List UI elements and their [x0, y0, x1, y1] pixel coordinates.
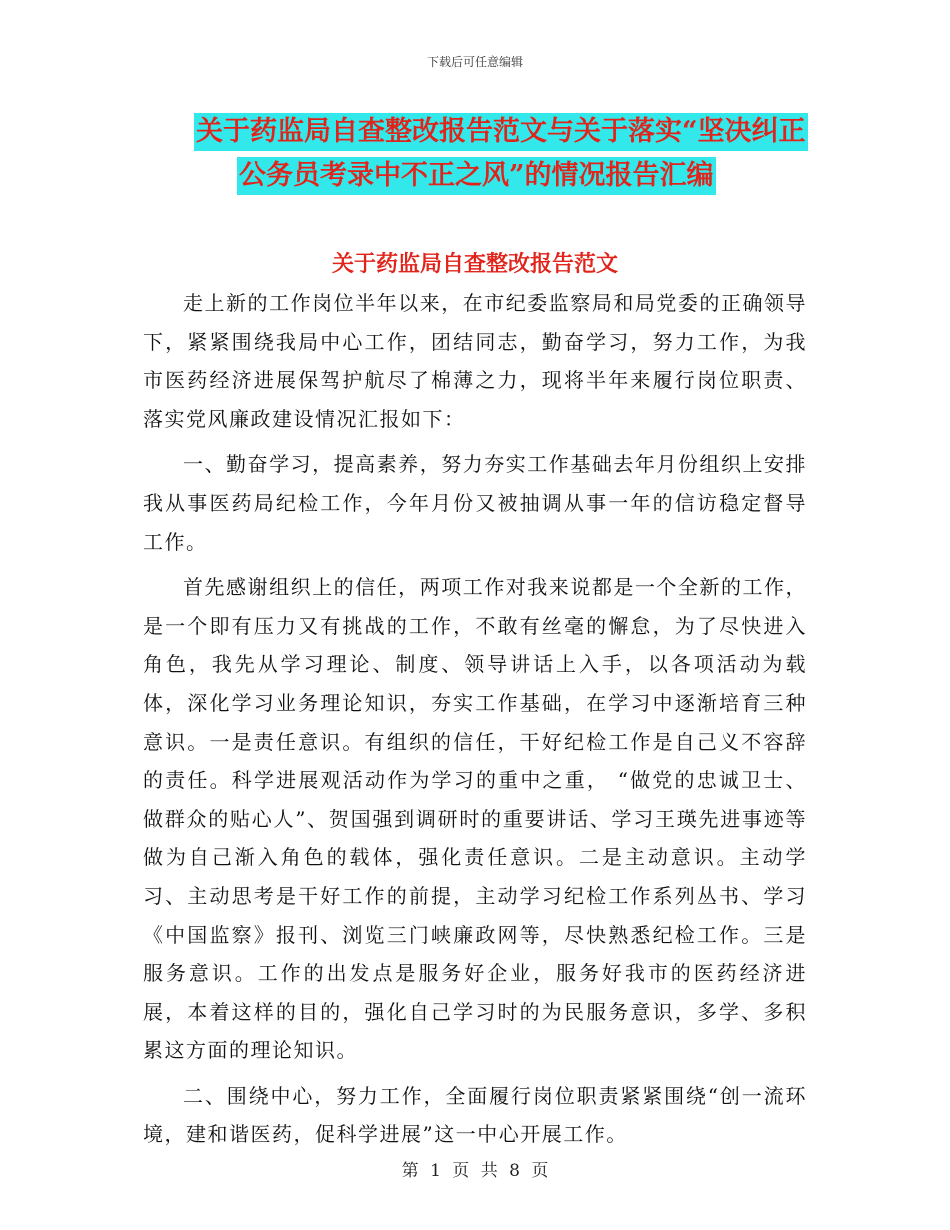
page-footer: 第 1 页 共 8 页	[401, 1161, 549, 1181]
header-note: 下载后可任意编辑	[426, 55, 523, 69]
paragraph: 首先感谢组织上的信任，两项工作对我来说都是一个全新的工作，是一个即有压力又有挑战的工作，不敢有丝毫的懈怠，为了尽快进入角色，我先从学习理论、制度、领导讲话上入手，以各项活动为载体，深化学习业务理论知识，夯实工作基础，在学习中逐渐培育三种意识。一是责任意识。有组织的信任，干好纪检工作是自己义不容辞的责任。科学进展观活动作为学习的重中之重， “做党的忠诚卫士、做群众的贴心人”、贺国强到调研时的重要讲话、学习王瑛先进事迹等做为自己渐入角色的载体，强化责任意识。二是主动意识。主动学习、主动思考是干好工作的前提，主动学习纪检工作系列丛书、学习《中国监察》报刊、浏览三门峡廉政网等，尽快熟悉纪检工作。三是服务意识。工作的出发点是服务好企业，服务好我市的医药经济进展，本着这样的目的，强化自己学习时的为民服务意识，多学、多积累这方面的理论知识。	[143, 575, 807, 1063]
body-text	[143, 284, 807, 1161]
main-title-line-1: 关于药监局自查整改报告范文与关于落实“坚决纠正	[194, 113, 808, 151]
paragraph: 走上新的工作岗位半年以来，在市纪委监察局和局党委的正确领导下，紧紧围绕我局中心工作，团结同志，勤奋学习，努力工作，为我市医药经济进展保驾护航尽了棉薄之力，现将半年来履行岗位职责、落实党风廉政建设情况汇报如下：	[143, 291, 807, 431]
paragraph: 一、勤奋学习，提高素养，努力夯实工作基础去年月份组织上安排我从事医药局纪检工作，今年月份又被抽调从事一年的信访稳定督导工作。	[143, 452, 807, 554]
section-title: 关于药监局自查整改报告范文	[331, 251, 618, 277]
paragraph: 二、围绕中心，努力工作，全面履行岗位职责紧紧围绕“创一流环境，建和谐医药，促科学进展”这一中心开展工作。	[143, 1083, 807, 1147]
main-title-line-2: 公务员考录中不正之风”的情况报告汇编	[237, 157, 716, 195]
